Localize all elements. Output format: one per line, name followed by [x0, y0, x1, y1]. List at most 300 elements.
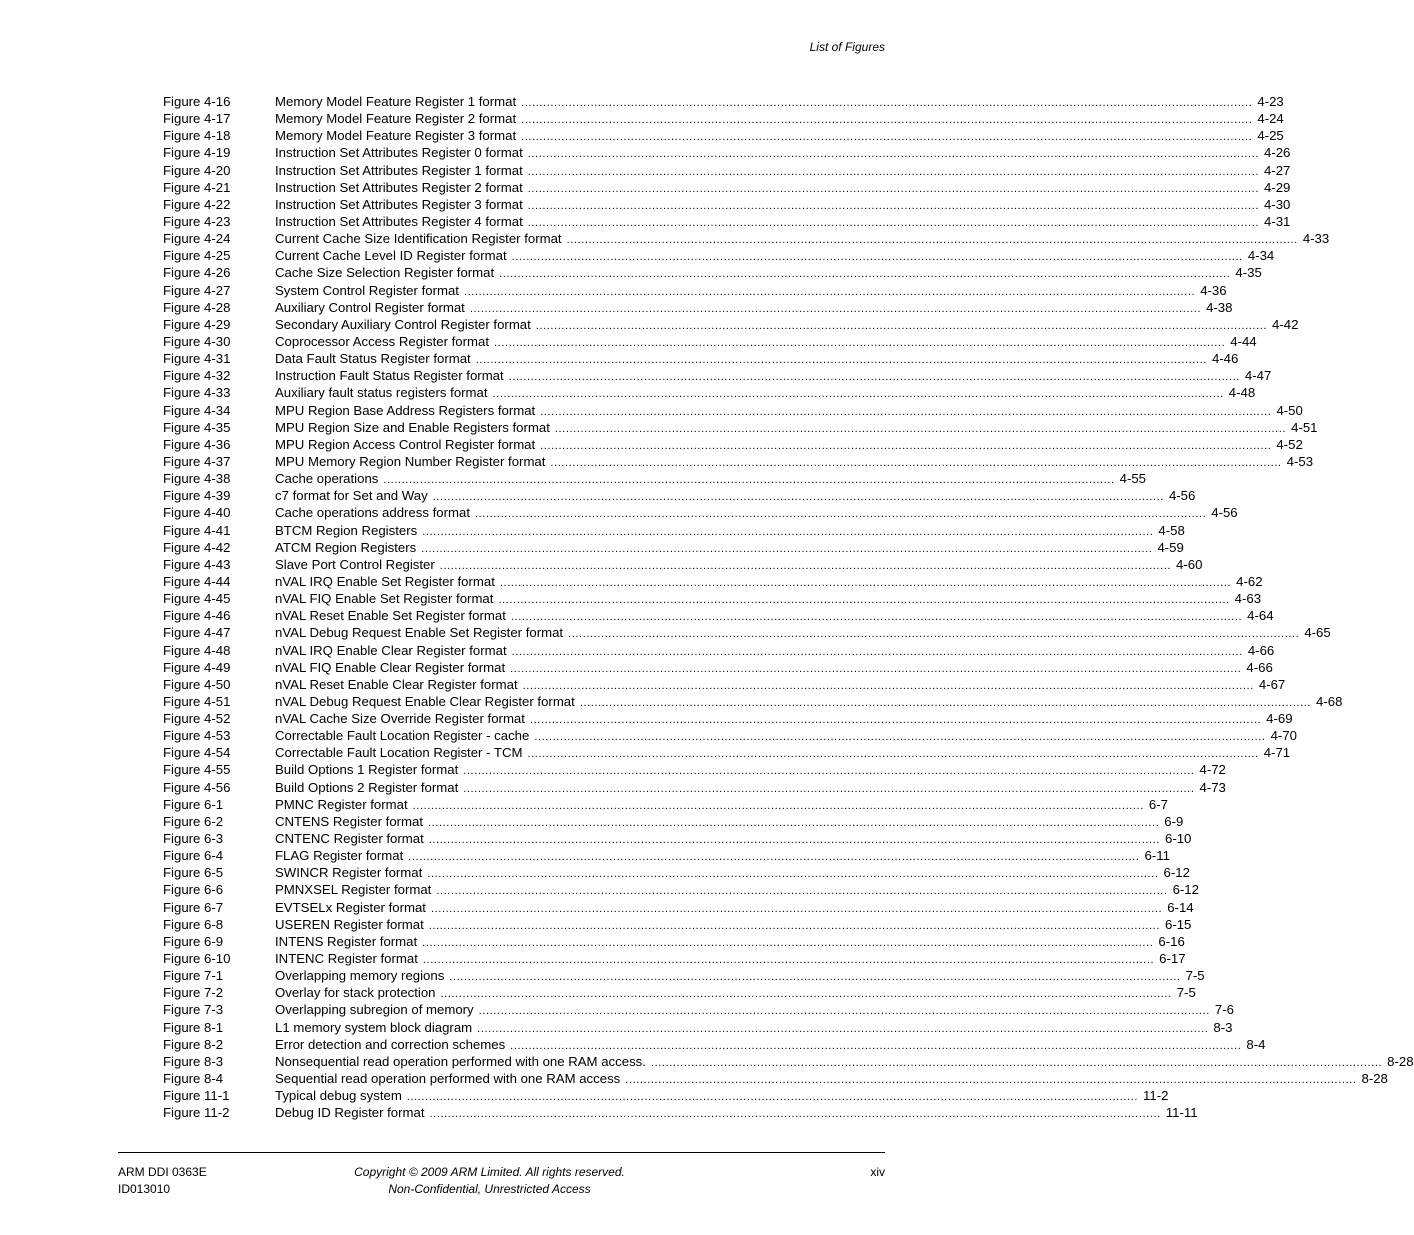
figure-page-number[interactable]: 4-35 [1235, 265, 1262, 281]
figure-number: Figure 4-28 [163, 299, 231, 315]
dot-leader: ........................................................................................................................................................................................................ [421, 542, 1153, 555]
figure-page-number[interactable]: 8-28 [1387, 1053, 1414, 1069]
dot-leader: ........................................................................................................................................................................................................ [436, 885, 1168, 898]
figure-page-number[interactable]: 11-2 [1143, 1088, 1169, 1104]
figure-page-number[interactable]: 4-60 [1176, 556, 1203, 572]
list-item[interactable] [163, 761, 1226, 778]
dot-leader: ........................................................................................................................................................................................................ [508, 371, 1240, 384]
figure-number: Figure 4-24 [163, 231, 231, 247]
dot-leader: ........................................................................................................................................................................................................ [428, 919, 1160, 932]
dot-leader: ........................................................................................................................................................................................................ [494, 336, 1226, 349]
figure-page-number[interactable]: 4-58 [1158, 522, 1185, 538]
figure-page-number[interactable]: 4-29 [1263, 179, 1291, 195]
dot-leader: ........................................................................................................................................................................................................ [406, 1091, 1139, 1104]
dot-leader: ........................................................................................................................................................................................................ [511, 251, 1243, 264]
figure-number: Figure 6-10 [163, 951, 231, 967]
figure-number: Figure 4-17 [163, 111, 231, 127]
figure-page-number[interactable]: 6-7 [1148, 796, 1168, 812]
figure-title[interactable]: nVAL Reset Enable Set Register format [275, 608, 506, 624]
list-item[interactable] [163, 487, 1196, 504]
figure-page-number[interactable]: 6-12 [1172, 882, 1199, 898]
list-item[interactable] [163, 419, 1318, 436]
list-item[interactable] [163, 984, 1196, 1001]
figure-number: Figure 4-19 [163, 145, 231, 161]
dot-leader: ........................................................................................................................................................................................................ [422, 954, 1155, 967]
figure-page-number[interactable]: 7-5 [1185, 968, 1205, 984]
figure-number: Figure 4-35 [163, 419, 231, 435]
figure-title[interactable]: Typical debug system [275, 1088, 402, 1104]
list-item[interactable] [163, 110, 1284, 127]
figure-title[interactable]: Instruction Set Attributes Register 1 format [275, 162, 523, 178]
figure-number: Figure 4-38 [163, 471, 231, 487]
figure-title[interactable]: Overlapping memory regions [275, 968, 445, 984]
figure-number: Figure 4-55 [163, 762, 231, 778]
list-item[interactable] [163, 264, 1262, 281]
list-item[interactable] [163, 710, 1293, 727]
list-item[interactable] [163, 384, 1256, 401]
dot-leader: ........................................................................................................................................................................................................ [478, 1005, 1210, 1018]
list-item[interactable] [163, 247, 1275, 264]
dot-leader: ........................................................................................................................................................................................................ [550, 456, 1282, 469]
figure-page-number[interactable]: 4-42 [1272, 316, 1299, 332]
figure-number: Figure 4-26 [163, 265, 231, 281]
figure-title[interactable]: Memory Model Feature Register 1 format [275, 94, 517, 109]
figure-page-number[interactable]: 4-26 [1263, 145, 1291, 161]
list-item[interactable] [163, 470, 1147, 487]
figure-title[interactable]: Instruction Fault Status Register format [275, 368, 504, 384]
figure-number: Figure 4-46 [163, 608, 231, 624]
figure-title[interactable]: c7 format for Set and Way [275, 488, 428, 504]
figure-title[interactable]: Current Cache Level ID Register format [275, 248, 507, 264]
figure-number: Figure 7-2 [163, 985, 224, 1001]
figure-title[interactable]: Auxiliary Control Register format [275, 299, 465, 315]
list-item[interactable] [163, 282, 1227, 299]
figure-number: Figure 4-44 [163, 573, 231, 589]
figure-number: Figure 6-2 [163, 813, 224, 829]
figure-page-number[interactable]: 4-23 [1257, 94, 1284, 109]
figure-title[interactable]: Instruction Set Attributes Register 0 format [275, 145, 523, 161]
list-item[interactable] [163, 779, 1226, 796]
figure-page-number[interactable]: 4-64 [1247, 608, 1274, 624]
figure-page-number[interactable]: 4-63 [1234, 591, 1262, 607]
figure-title[interactable]: Cache operations address format [275, 505, 470, 521]
figure-number: Figure 4-40 [163, 505, 231, 521]
dot-leader: ........................................................................................................................................................................................................ [427, 868, 1159, 881]
dot-leader: ........................................................................................................................................................................................................ [527, 199, 1259, 212]
figure-title[interactable]: Current Cache Size Identification Register format [275, 231, 562, 247]
dot-leader: ........................................................................................................................................................................................................ [440, 988, 1172, 1001]
figure-page-number[interactable]: 4-69 [1266, 711, 1293, 727]
figure-page-number[interactable]: 7-5 [1176, 985, 1196, 1001]
figure-number: Figure 4-20 [163, 162, 231, 178]
dot-leader: ........................................................................................................................................................................................................ [463, 765, 1195, 778]
list-item[interactable] [163, 676, 1286, 693]
list-item[interactable] [163, 504, 1238, 521]
figure-page-number[interactable]: 7-6 [1214, 1002, 1234, 1018]
figure-title[interactable]: INTENS Register format [275, 933, 418, 949]
figure-page-number[interactable]: 4-73 [1199, 779, 1226, 795]
figure-title[interactable]: USEREN Register format [275, 916, 424, 932]
figure-title[interactable]: SWINCR Register format [275, 865, 423, 881]
dot-leader: ........................................................................................................................................................................................................ [540, 405, 1272, 418]
figure-page-number[interactable]: 6-11 [1144, 848, 1170, 864]
doc-id: ID013010 [118, 1182, 171, 1196]
list-item[interactable] [163, 1053, 1414, 1070]
figure-page-number[interactable]: 6-9 [1164, 813, 1184, 829]
list-item[interactable] [163, 916, 1192, 933]
figure-number: Figure 4-23 [163, 213, 231, 229]
figure-page-number[interactable]: 6-16 [1158, 933, 1185, 949]
figure-page-number[interactable]: 4-30 [1263, 196, 1291, 212]
figure-title[interactable]: L1 memory system block diagram [275, 1019, 473, 1035]
list-item[interactable] [163, 642, 1275, 659]
figure-number: Figure 4-45 [163, 591, 231, 607]
page-number: xiv [870, 1165, 885, 1179]
list-item[interactable] [163, 1001, 1234, 1018]
figure-number: Figure 4-42 [163, 539, 231, 555]
figure-number: Figure 6-9 [163, 933, 224, 949]
figure-number: Figure 4-51 [163, 693, 231, 709]
list-item[interactable] [163, 539, 1184, 556]
list-item[interactable] [163, 333, 1257, 350]
figure-page-number[interactable]: 6-17 [1159, 951, 1186, 967]
list-item[interactable] [163, 299, 1233, 316]
list-item[interactable] [163, 402, 1303, 419]
figure-number: Figure 4-21 [163, 179, 231, 195]
figure-number: Figure 4-49 [163, 659, 231, 675]
list-item[interactable] [163, 1036, 1266, 1053]
figure-title[interactable]: nVAL FIQ Enable Clear Register format [275, 659, 506, 675]
figure-number: Figure 4-33 [163, 385, 231, 401]
list-item[interactable] [163, 556, 1203, 573]
dot-leader: ........................................................................................................................................................................................................ [527, 216, 1259, 229]
figure-page-number[interactable]: 4-52 [1276, 436, 1303, 452]
figure-page-number[interactable]: 4-36 [1200, 282, 1227, 298]
figure-title[interactable]: Error detection and correction schemes [275, 1036, 506, 1052]
figure-number: Figure 4-48 [163, 642, 231, 658]
dot-leader: ........................................................................................................................................................................................................ [521, 114, 1253, 127]
dot-leader: ........................................................................................................................................................................................................ [422, 525, 1154, 538]
dot-leader: ........................................................................................................................................................................................................ [477, 1022, 1209, 1035]
figure-number: Figure 4-53 [163, 728, 231, 744]
figure-number: Figure 4-41 [163, 522, 231, 538]
figure-title[interactable]: Sequential read operation performed with one RAM access [275, 1071, 621, 1087]
figure-number: Figure 4-50 [163, 676, 231, 692]
dot-leader: ........................................................................................................................................................................................................ [529, 714, 1262, 727]
figure-page-number[interactable]: 4-50 [1276, 402, 1303, 418]
figure-number: Figure 11-1 [163, 1088, 230, 1104]
figure-number: Figure 4-16 [163, 94, 231, 109]
list-item[interactable] [163, 864, 1190, 881]
figure-number: Figure 7-3 [163, 1002, 224, 1018]
figure-page-number[interactable]: 4-33 [1302, 231, 1330, 247]
figure-page-number[interactable]: 8-3 [1213, 1019, 1233, 1035]
dot-leader: ........................................................................................................................................................................................................ [510, 611, 1243, 624]
list-item[interactable] [163, 367, 1272, 384]
list-item[interactable] [163, 950, 1186, 967]
figure-title[interactable]: Correctable Fault Location Register - TCM [275, 745, 523, 761]
figure-page-number[interactable]: 4-53 [1286, 453, 1314, 469]
figure-page-number[interactable]: 4-59 [1157, 539, 1184, 555]
figure-page-number[interactable]: 4-47 [1244, 368, 1272, 384]
list-item[interactable] [163, 933, 1185, 950]
figure-title[interactable]: Auxiliary fault status registers format [275, 385, 488, 401]
figure-page-number[interactable]: 6-14 [1167, 899, 1194, 915]
dot-leader: ........................................................................................................................................................................................................ [383, 474, 1115, 487]
dot-leader: ........................................................................................................................................................................................................ [521, 131, 1253, 144]
figure-number: Figure 4-52 [163, 711, 231, 727]
figure-title[interactable]: FLAG Register format [275, 848, 404, 864]
figure-title[interactable]: Nonsequential read operation performed with one RAM access. [275, 1053, 646, 1069]
figure-page-number[interactable]: 8-28 [1361, 1071, 1388, 1087]
list-of-figures [163, 93, 1414, 1121]
dot-leader: ........................................................................................................................................................................................................ [510, 1039, 1242, 1052]
figure-number: Figure 11-2 [163, 1105, 230, 1121]
figure-page-number[interactable]: 4-48 [1228, 385, 1256, 401]
dot-leader: ........................................................................................................................................................................................................ [469, 302, 1202, 315]
figure-number: Figure 4-22 [163, 196, 231, 212]
figure-title[interactable]: nVAL FIQ Enable Set Register format [275, 591, 494, 607]
dot-leader: ........................................................................................................................................................................................................ [439, 559, 1172, 572]
figure-page-number[interactable]: 4-67 [1258, 676, 1286, 692]
list-item[interactable] [163, 967, 1205, 984]
figure-page-number[interactable]: 4-55 [1119, 471, 1147, 487]
list-item[interactable] [163, 316, 1299, 333]
figure-title[interactable]: Instruction Set Attributes Register 4 format [275, 213, 523, 229]
figure-number: Figure 8-1 [163, 1019, 224, 1035]
figure-page-number[interactable]: 4-24 [1257, 111, 1284, 127]
figure-number: Figure 4-31 [163, 351, 231, 367]
dot-leader: ........................................................................................................................................................................................................ [499, 576, 1232, 589]
dot-leader: ........................................................................................................................................................................................................ [408, 851, 1140, 864]
list-item[interactable] [163, 1087, 1169, 1104]
figure-number: Figure 4-47 [163, 625, 231, 641]
list-item[interactable] [163, 573, 1263, 590]
figure-number: Figure 4-43 [163, 556, 231, 572]
footer-divider [118, 1152, 885, 1153]
figure-title[interactable]: Memory Model Feature Register 2 format [275, 111, 517, 127]
dot-leader: ........................................................................................................................................................................................................ [534, 731, 1266, 744]
figure-title[interactable]: CNTENS Register format [275, 813, 424, 829]
figure-page-number[interactable]: 4-44 [1230, 333, 1257, 349]
confidentiality-text: Non-Confidential, Unrestricted Access [388, 1182, 591, 1196]
list-item[interactable] [163, 847, 1170, 864]
figure-page-number[interactable]: 4-25 [1257, 128, 1284, 144]
figure-title[interactable]: Cache Size Selection Register format [275, 265, 495, 281]
figure-page-number[interactable]: 4-66 [1247, 642, 1275, 658]
figure-title[interactable]: nVAL Debug Request Enable Set Register format [275, 625, 564, 641]
figure-title[interactable]: MPU Region Access Control Register format [275, 436, 536, 452]
figure-number: Figure 6-7 [163, 899, 224, 915]
dot-leader: ........................................................................................................................................................................................................ [527, 148, 1259, 161]
figure-page-number[interactable]: 4-27 [1263, 162, 1291, 178]
list-item[interactable] [163, 127, 1284, 144]
dot-leader: ........................................................................................................................................................................................................ [511, 645, 1243, 658]
dot-leader: ........................................................................................................................................................................................................ [527, 182, 1259, 195]
figure-page-number[interactable]: 4-70 [1270, 728, 1297, 744]
figure-title[interactable]: Build Options 2 Register format [275, 779, 459, 795]
dot-leader: ........................................................................................................................................................................................................ [475, 508, 1207, 521]
running-header-title: List of Figures [809, 40, 885, 54]
dot-leader: ........................................................................................................................................................................................................ [463, 285, 1196, 298]
figure-page-number[interactable]: 6-10 [1165, 831, 1192, 847]
figure-page-number[interactable]: 6-15 [1165, 916, 1192, 932]
figure-title[interactable]: nVAL IRQ Enable Clear Register format [275, 642, 507, 658]
list-item[interactable] [163, 230, 1330, 247]
figure-title[interactable]: INTENC Register format [275, 951, 418, 967]
figure-number: Figure 4-54 [163, 745, 231, 761]
list-item[interactable] [163, 436, 1303, 453]
figure-number: Figure 4-25 [163, 248, 231, 264]
figure-number: Figure 6-4 [163, 848, 224, 864]
figure-page-number[interactable]: 4-38 [1206, 299, 1233, 315]
dot-leader: ........................................................................................................................................................................................................ [449, 971, 1181, 984]
figure-title[interactable]: nVAL IRQ Enable Set Register format [275, 573, 495, 589]
figure-title[interactable]: CNTENC Register format [275, 831, 424, 847]
dot-leader: ........................................................................................................................................................................................................ [412, 799, 1144, 812]
figure-title[interactable]: Correctable Fault Location Register - cache [275, 728, 530, 744]
list-item[interactable] [163, 659, 1273, 676]
dot-leader: ........................................................................................................................................................................................................ [540, 439, 1272, 452]
dot-leader: ........................................................................................................................................................................................................ [650, 1056, 1383, 1069]
list-item[interactable] [163, 196, 1291, 213]
figure-title[interactable]: Memory Model Feature Register 3 format [275, 128, 517, 144]
dot-leader: ........................................................................................................................................................................................................ [568, 628, 1300, 641]
figure-page-number[interactable]: 4-56 [1168, 488, 1196, 504]
figure-page-number[interactable]: 4-65 [1304, 625, 1331, 641]
dot-leader: ........................................................................................................................................................................................................ [492, 388, 1224, 401]
figure-page-number[interactable]: 4-72 [1199, 762, 1226, 778]
list-item[interactable] [163, 93, 1284, 110]
dot-leader: ........................................................................................................................................................................................................ [475, 354, 1207, 367]
list-item[interactable] [163, 624, 1331, 641]
dot-leader: ........................................................................................................................................................................................................ [521, 97, 1253, 109]
figure-number: Figure 7-1 [163, 968, 224, 984]
figure-title[interactable]: MPU Memory Region Number Register format [275, 453, 546, 469]
list-item[interactable] [163, 522, 1185, 539]
list-item[interactable] [163, 727, 1297, 744]
figure-title[interactable]: Overlapping subregion of memory [275, 1002, 474, 1018]
figure-number: Figure 4-32 [163, 368, 231, 384]
figure-number: Figure 6-5 [163, 865, 224, 881]
dot-leader: ........................................................................................................................................................................................................ [499, 268, 1231, 281]
figure-page-number[interactable]: 4-62 [1236, 573, 1263, 589]
figure-page-number[interactable]: 6-12 [1163, 865, 1190, 881]
list-item[interactable] [163, 350, 1239, 367]
figure-page-number[interactable]: 4-56 [1211, 505, 1238, 521]
list-item[interactable] [163, 179, 1291, 196]
figure-number: Figure 4-39 [163, 488, 231, 504]
figure-number: Figure 6-1 [163, 796, 224, 812]
figure-page-number[interactable]: 4-66 [1246, 659, 1273, 675]
dot-leader: ........................................................................................................................................................................................................ [422, 936, 1154, 949]
figure-page-number[interactable]: 4-46 [1211, 351, 1239, 367]
figure-title[interactable]: MPU Region Size and Enable Registers format [275, 419, 550, 435]
figure-number: Figure 8-4 [163, 1071, 224, 1087]
figure-title[interactable]: nVAL Debug Request Enable Clear Register format [275, 693, 575, 709]
figure-number: Figure 8-3 [163, 1053, 224, 1069]
figure-title[interactable]: PMNXSEL Register format [275, 882, 432, 898]
figure-page-number[interactable]: 4-34 [1247, 248, 1275, 264]
figure-page-number[interactable]: 8-4 [1246, 1036, 1266, 1052]
figure-page-number[interactable]: 4-51 [1291, 419, 1318, 435]
figure-number: Figure 6-8 [163, 916, 224, 932]
list-item[interactable] [163, 693, 1343, 710]
figure-title[interactable]: Instruction Set Attributes Register 3 format [275, 196, 523, 212]
dot-leader: ........................................................................................................................................................................................................ [554, 422, 1287, 435]
figure-page-number[interactable]: 11-11 [1165, 1105, 1198, 1121]
list-item[interactable] [163, 899, 1194, 916]
list-item[interactable] [163, 1104, 1198, 1121]
list-item[interactable] [163, 590, 1262, 607]
dot-leader: ........................................................................................................................................................................................................ [498, 594, 1230, 607]
figure-page-number[interactable]: 4-71 [1263, 745, 1291, 761]
list-item[interactable] [163, 881, 1199, 898]
figure-page-number[interactable]: 4-31 [1263, 213, 1291, 229]
dot-leader: ........................................................................................................................................................................................................ [527, 748, 1259, 761]
figure-title[interactable]: ATCM Region Registers [275, 539, 417, 555]
figure-number: Figure 4-36 [163, 436, 231, 452]
figure-title[interactable]: System Control Register format [275, 282, 459, 298]
list-item[interactable] [163, 144, 1291, 161]
list-item[interactable] [163, 162, 1291, 179]
list-item[interactable] [163, 1070, 1388, 1087]
doc-number: ARM DDI 0363E [118, 1165, 207, 1179]
figure-title[interactable]: EVTSELx Register format [275, 899, 426, 915]
figure-number: Figure 4-37 [163, 453, 231, 469]
figure-page-number[interactable]: 4-68 [1316, 693, 1343, 709]
list-item[interactable] [163, 453, 1314, 470]
figure-title[interactable]: Cache operations [275, 471, 379, 487]
figure-title[interactable]: Slave Port Control Register [275, 556, 435, 572]
figure-title[interactable]: Coprocessor Access Register format [275, 333, 490, 349]
list-item[interactable] [163, 607, 1274, 624]
figure-title[interactable]: Data Fault Status Register format [275, 351, 471, 367]
list-item[interactable] [163, 830, 1192, 847]
figure-number: Figure 8-2 [163, 1036, 224, 1052]
figure-number: Figure 6-6 [163, 882, 224, 898]
dot-leader: ........................................................................................................................................................................................................ [535, 319, 1268, 332]
figure-number: Figure 4-34 [163, 402, 231, 418]
figure-number: Figure 4-27 [163, 282, 231, 298]
figure-number: Figure 4-18 [163, 128, 231, 144]
figure-title[interactable]: nVAL Reset Enable Clear Register format [275, 676, 518, 692]
dot-leader: ........................................................................................................................................................................................................ [430, 902, 1163, 915]
figure-title[interactable]: Overlay for stack protection [275, 985, 436, 1001]
list-item[interactable] [163, 744, 1291, 761]
figure-title[interactable]: Build Options 1 Register format [275, 762, 459, 778]
dot-leader: ........................................................................................................................................................................................................ [579, 696, 1312, 709]
dot-leader: ........................................................................................................................................................................................................ [463, 782, 1195, 795]
copyright-text: Copyright © 2009 ARM Limited. All rights reserved. [354, 1165, 625, 1179]
dot-leader: ........................................................................................................................................................................................................ [429, 1108, 1161, 1121]
figure-title[interactable]: MPU Region Base Address Registers format [275, 402, 536, 418]
figure-title[interactable]: nVAL Cache Size Override Register format [275, 711, 525, 727]
figure-title[interactable]: Debug ID Register format [275, 1105, 425, 1121]
figure-number: Figure 4-56 [163, 779, 231, 795]
list-item[interactable] [163, 813, 1184, 830]
figure-title[interactable]: BTCM Region Registers [275, 522, 418, 538]
figure-title[interactable]: PMNC Register format [275, 796, 408, 812]
list-item[interactable] [163, 1019, 1233, 1036]
list-item[interactable] [163, 213, 1291, 230]
list-item[interactable] [163, 796, 1168, 813]
dot-leader: ........................................................................................................................................................................................................ [510, 662, 1242, 675]
figure-title[interactable]: Instruction Set Attributes Register 2 format [275, 179, 523, 195]
footer-legal [0, 1164, 954, 1198]
dot-leader: ........................................................................................................................................................................................................ [432, 491, 1164, 504]
figure-title[interactable]: Secondary Auxiliary Control Register format [275, 316, 531, 332]
